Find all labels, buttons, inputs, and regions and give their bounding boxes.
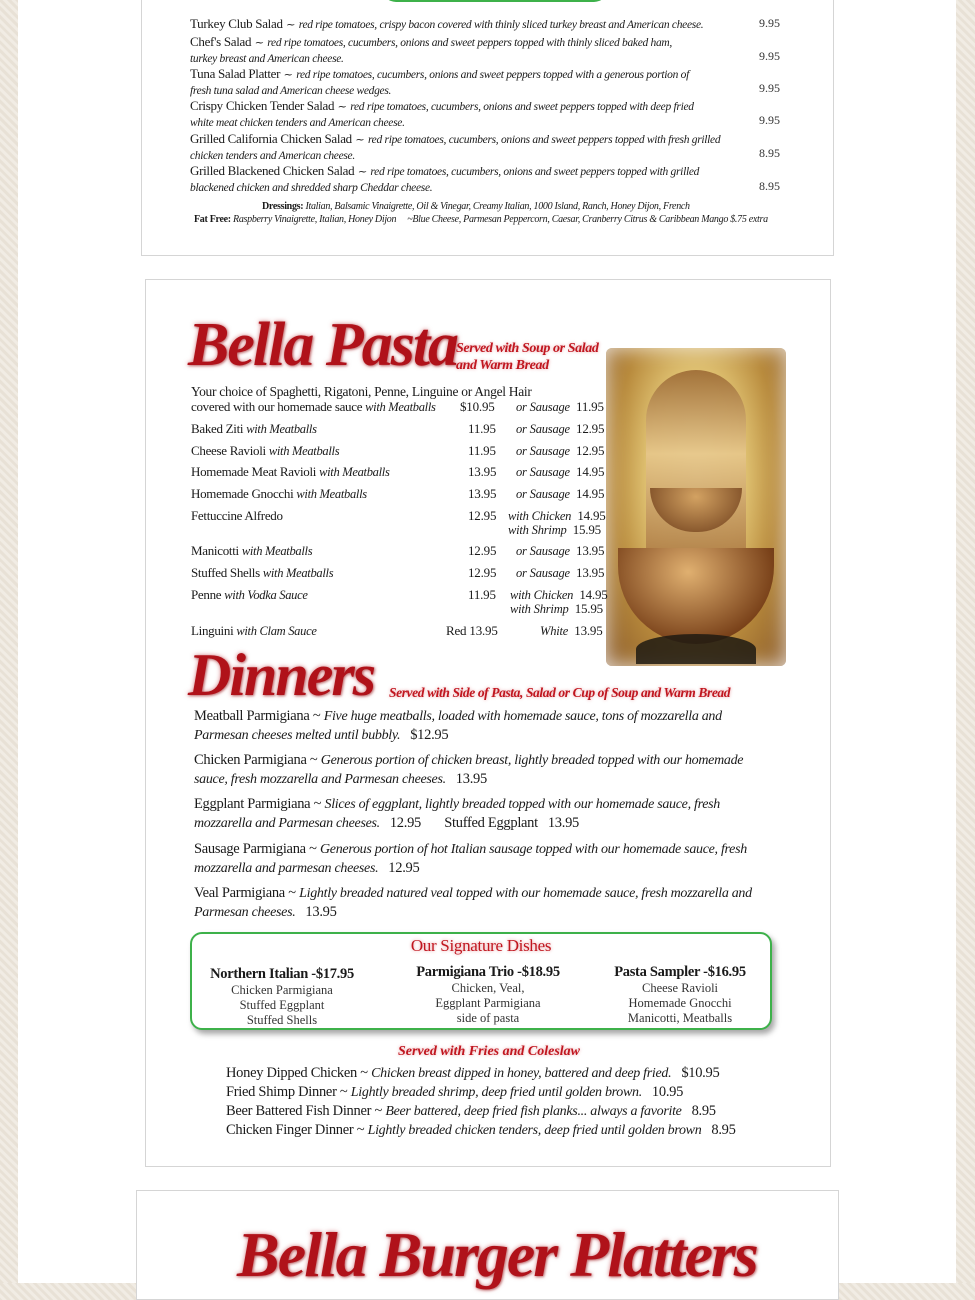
pasta-item	[191, 464, 390, 480]
dinner-price: 12.95	[388, 860, 420, 876]
dinner-item: Eggplant Parmigiana ~ Slices of eggplant, lightly breaded topped with our homemade sauce, fresh mozzarella and Parmesan cheeses. 12.95 Stuffed Eggplant 13.95	[194, 796, 720, 831]
pasta-alt-price: 14.95	[576, 464, 605, 479]
pasta-alt	[516, 486, 604, 502]
pasta-subtitle-line2: and Warm Bread	[456, 358, 549, 373]
pasta-alt-price: 13.95	[576, 543, 605, 558]
salad-desc-cont: fresh tuna salad and American cheese wedges.	[190, 85, 392, 97]
pasta-item	[191, 486, 367, 502]
dinner-desc: Generous portion of chicken breast, lightly breaded topped with our homemade	[320, 753, 744, 768]
pasta-alt-label: or Sausage	[516, 465, 570, 479]
salad-name: Grilled California Chicken Salad	[190, 131, 352, 146]
fried-item: Honey Dipped Chicken ~ Chicken breast dipped in honey, battered and deep fried. $10.95	[226, 1065, 720, 1081]
salad-desc: red ripe tomatoes, cucumbers, onions and sweet peppers topped with grilled	[370, 166, 700, 178]
fatfree-list: Raspberry Vinaigrette, Italian, Honey Dijon	[233, 214, 397, 225]
stuffed-eggplant: Stuffed Eggplant	[444, 815, 538, 831]
salad-name: Turkey Club Salad	[190, 16, 283, 31]
dinners-subtitle: Served with Side of Pasta, Salad or Cup of Soup and Warm Bread	[389, 685, 731, 700]
pasta-with: with Meatballs	[365, 400, 436, 414]
pasta-price: 12.95	[468, 565, 497, 580]
pasta-alt-label: or Sausage	[516, 444, 570, 458]
signature-dish-line: Manicotti, Meatballs	[627, 1011, 733, 1025]
salad-item: Tuna Salad Platter ~ red ripe tomatoes, cucumbers, onions and sweet peppers topped with a generous portion of fresh tuna salad and American cheese wedges.	[190, 66, 689, 97]
pasta-name: covered with our homemade sauce	[191, 399, 363, 414]
pasta-alt-price: 13.95	[574, 623, 603, 638]
salad-name: Chef's Salad	[190, 34, 252, 49]
salad-price: 9.95	[759, 113, 780, 127]
fried-price: 8.95	[711, 1122, 736, 1138]
fried-price: 8.95	[691, 1103, 716, 1119]
pasta-alt	[516, 464, 604, 480]
dinner-item: Meatball Parmigiana ~ Five huge meatballs, loaded with homemade sauce, tons of mozzarella and Parmesan cheeses melted until bubbly. $12.95	[194, 708, 722, 743]
salad-desc-cont: blackened chicken and shredded sharp Cheddar cheese.	[190, 182, 433, 194]
signature-dish	[398, 964, 578, 1026]
dinner-price: 12.95	[389, 815, 421, 831]
signature-dish-line: Homemade Gnocchi	[628, 996, 732, 1010]
dinner-desc: Slices of eggplant, lightly breaded topped with our homemade sauce, fresh	[324, 797, 720, 812]
pasta-alt-label: or Sausage	[516, 400, 570, 414]
pasta-with: with Meatballs	[319, 465, 390, 479]
salad-desc-cont: turkey breast and American cheese.	[190, 53, 344, 65]
pasta-item	[191, 587, 308, 603]
pasta-with: with Meatballs	[241, 544, 313, 558]
pasta-price: 11.95	[468, 443, 496, 458]
pasta-alt	[516, 443, 604, 459]
fatfree-label: Fat Free:	[194, 214, 231, 225]
salad-desc: red ripe tomatoes, cucumbers, onions and sweet peppers topped with deep fried	[350, 101, 694, 113]
dinner-desc: Five huge meatballs, loaded with homemade sauce, tons of mozzarella and	[323, 709, 722, 724]
pasta-alt-price: 12.95	[576, 421, 605, 436]
fried-desc: Lightly breaded chicken tenders, deep fried until golden brown	[367, 1123, 702, 1138]
pasta-alt2	[510, 601, 603, 617]
stuffed-eggplant-price: 13.95	[547, 815, 579, 831]
dinner-desc-cont: sauce, fresh mozzarella and Parmesan cheeses.	[194, 772, 446, 787]
pasta-alt-price: 14.95	[579, 587, 608, 602]
salad-desc: red ripe tomatoes, cucumbers, onions and sweet peppers topped with thinly sliced baked ham,	[267, 37, 673, 49]
signature-dish-line: Stuffed Eggplant	[239, 998, 325, 1012]
dinner-desc: Generous portion of hot Italian sausage topped with our homemade sauce, fresh	[319, 842, 747, 857]
fried-item: Chicken Finger Dinner ~ Lightly breaded chicken tenders, deep fried until golden brown 8.95	[226, 1122, 736, 1138]
pasta-alt-price: 14.95	[576, 486, 605, 501]
dinner-item: Veal Parmigiana ~ Lightly breaded natured veal topped with our homemade sauce, fresh mozzarella and Parmesan cheeses. 13.95	[194, 885, 752, 920]
dressings-line	[262, 201, 834, 212]
pasta-price: $10.95	[460, 399, 495, 414]
fried-name: Chicken Finger Dinner	[226, 1122, 354, 1138]
signature-dish-name: Parmigiana Trio -$18.95	[416, 964, 560, 980]
pasta-item	[191, 399, 436, 415]
salad-price: 9.95	[759, 16, 780, 30]
pasta-alt-label: White	[540, 624, 569, 638]
fountain-photo	[606, 348, 786, 666]
pasta-alt-label: with Chicken	[508, 509, 572, 523]
pasta-alt2	[508, 522, 601, 538]
dinner-desc: Lightly breaded natured veal topped with our homemade sauce, fresh mozzarella and	[299, 886, 752, 901]
pasta-with: with Clam Sauce	[236, 624, 317, 638]
dinner-desc-cont: mozzarella and parmesan cheeses.	[194, 861, 379, 876]
dinners-title: Dinners	[188, 642, 375, 708]
pasta-alt2-price: 15.95	[572, 522, 601, 537]
fried-desc: Lightly breaded shrimp, deep fried until golden brown.	[350, 1085, 642, 1100]
pasta-alt-label: with Chicken	[510, 588, 574, 602]
signature-dish-line: Chicken, Veal,	[451, 981, 525, 995]
fried-desc: Chicken breast dipped in honey, battered and deep fried.	[371, 1066, 672, 1081]
fried-name: Honey Dipped Chicken	[226, 1065, 357, 1081]
dinner-name: Chicken Parmigiana	[194, 752, 307, 768]
salad-name: Crispy Chicken Tender Salad	[190, 98, 335, 113]
pasta-name: Homemade Meat Ravioli	[191, 464, 317, 479]
pasta-name: Penne	[191, 587, 222, 602]
signature-dish-line: Eggplant Parmigiana	[435, 996, 541, 1010]
signature-dish-line: Chicken Parmigiana	[231, 983, 333, 997]
dinner-price: $12.95	[410, 727, 449, 743]
dinner-name: Sausage Parmigiana	[194, 841, 306, 857]
pasta-alt-label: or Sausage	[516, 487, 570, 501]
fountain-leaves	[636, 634, 756, 664]
fountain-lower-bowl	[618, 548, 774, 644]
extra-dressings: ~Blue Cheese, Parmesan Peppercorn, Caesar, Cranberry Citrus & Caribbean Mango $.75 extra	[407, 214, 768, 225]
pasta-alt-price: 12.95	[576, 443, 605, 458]
signature-dish-line: Cheese Ravioli	[641, 981, 719, 995]
signature-dish-line: Stuffed Shells	[246, 1013, 318, 1027]
dinner-item: Chicken Parmigiana ~ Generous portion of chicken breast, lightly breaded topped with our homemade sauce, fresh mozzarella and Parmesan cheeses. 13.95	[194, 752, 744, 787]
dinner-price: 13.95	[305, 904, 337, 920]
pasta-alt2-label: with Shrimp	[508, 523, 567, 537]
pasta-price: 13.95	[468, 486, 497, 501]
dinner-name: Meatball Parmigiana	[194, 708, 310, 724]
pasta-price: 12.95	[468, 543, 497, 558]
dinner-name: Veal Parmigiana	[194, 885, 285, 901]
fried-item: Beer Battered Fish Dinner ~ Beer battered, deep fried fish planks... always a favorite 8.95	[226, 1103, 716, 1119]
pasta-item	[191, 421, 317, 437]
pasta-with: with Vodka Sauce	[224, 588, 308, 602]
pasta-alt-label: or Sausage	[516, 422, 570, 436]
dinner-item: Sausage Parmigiana ~ Generous portion of hot Italian sausage topped with our homemade sauce, fresh mozzarella and parmesan cheeses. 12.95	[194, 841, 747, 876]
pasta-name: Baked Ziti	[191, 421, 244, 436]
pasta-alt2-price: 15.95	[574, 601, 603, 616]
burger-menu-panel	[136, 1190, 839, 1300]
pasta-name: Fettuccine Alfredo	[191, 508, 283, 523]
fried-price: $10.95	[681, 1065, 720, 1081]
fried-name: Beer Battered Fish Dinner	[226, 1103, 372, 1119]
salad-desc: red ripe tomatoes, cucumbers, onions and sweet peppers topped with a generous portion of	[296, 69, 689, 81]
pasta-with: with Meatballs	[246, 422, 317, 436]
fried-name: Fried Shimp Dinner	[226, 1084, 337, 1100]
salad-item: Grilled California Chicken Salad ~ red ripe tomatoes, cucumbers, onions and sweet peppers topped with fresh grilled chicken tenders and American cheese.	[190, 131, 721, 162]
salad-item: Grilled Blackened Chicken Salad ~ red ripe tomatoes, cucumbers, onions and sweet peppers topped with grilled blackened chicken and shredded sharp Cheddar cheese.	[190, 163, 700, 194]
pasta-price: 12.95	[468, 508, 497, 523]
pasta-item	[191, 623, 317, 639]
pasta-with: with Meatballs	[268, 444, 340, 458]
salads-menu-panel	[141, 0, 834, 256]
dinner-price: 13.95	[455, 771, 487, 787]
pasta-item	[191, 443, 339, 459]
signature-dish	[590, 964, 770, 1026]
salad-price: 8.95	[759, 146, 780, 160]
pasta-price: 13.95	[468, 464, 497, 479]
pasta-name: Stuffed Shells	[191, 565, 260, 580]
pasta-name: Manicotti	[191, 543, 239, 558]
signature-dishes-box	[190, 932, 772, 1030]
pasta-item	[191, 543, 312, 559]
dinner-desc-cont: mozzarella and Parmesan cheeses.	[194, 816, 380, 831]
pasta-price: 11.95	[468, 587, 496, 602]
salad-price: 9.95	[759, 81, 780, 95]
dressings-list: Italian, Balsamic Vinaigrette, Oil & Vinegar, Creamy Italian, 1000 Island, Ranch, Honey Dijon, French	[305, 201, 690, 212]
pasta-item	[191, 508, 283, 524]
salad-name: Tuna Salad Platter	[190, 66, 281, 81]
salad-item: Turkey Club Salad ~ red ripe tomatoes, crispy bacon covered with thinly sliced turkey breast and American cheese.	[190, 16, 704, 31]
dinner-desc-cont: Parmesan cheeses.	[194, 905, 296, 920]
salad-item: Chef's Salad ~ red ripe tomatoes, cucumbers, onions and sweet peppers topped with thinly sliced baked ham, turkey breast and American cheese.	[190, 34, 673, 65]
dressings-label: Dressings:	[262, 201, 304, 212]
fatfree-line	[194, 214, 794, 225]
pasta-alt	[540, 623, 603, 639]
pasta-alt	[516, 399, 604, 415]
salad-price: 8.95	[759, 179, 780, 193]
salad-desc-cont: white meat chicken tenders and American cheese.	[190, 117, 405, 129]
fried-item: Fried Shimp Dinner ~ Lightly breaded shrimp, deep fried until golden brown. 10.95	[226, 1084, 684, 1100]
salad-name: Grilled Blackened Chicken Salad	[190, 163, 355, 178]
salad-desc: red ripe tomatoes, crispy bacon covered with thinly sliced turkey breast and American cheese.	[298, 19, 704, 31]
pasta-alt-price: 13.95	[576, 565, 605, 580]
pasta-intro: Your choice of Spaghetti, Rigatoni, Penne, Linguine or Angel Hair	[191, 384, 532, 399]
pasta-alt-price: 11.95	[576, 399, 604, 414]
pasta-alt-price: 14.95	[577, 508, 606, 523]
dinner-name: Eggplant Parmigiana	[194, 796, 311, 812]
signature-dish-name: Northern Italian -$17.95	[210, 966, 354, 982]
dinner-desc-cont: Parmesan cheeses melted until bubbly.	[194, 728, 401, 743]
fried-price: 10.95	[651, 1084, 684, 1100]
green-border-arc	[382, 0, 608, 2]
pasta-price: 11.95	[468, 421, 496, 436]
pasta-item	[191, 565, 333, 581]
pasta-name: Linguini	[191, 623, 234, 638]
pasta-name: Cheese Ravioli	[191, 443, 266, 458]
fries-subtitle: Served with Fries and Coleslaw	[397, 1044, 581, 1059]
pasta-alt	[516, 543, 604, 559]
pasta-alt	[516, 421, 604, 437]
pasta-with: with Meatballs	[262, 566, 334, 580]
salad-price: 9.95	[759, 49, 780, 63]
pasta-price: Red 13.95	[446, 623, 498, 638]
signature-title: Our Signature Dishes	[410, 936, 552, 955]
salad-desc: red ripe tomatoes, cucumbers, onions and sweet peppers topped with fresh grilled	[367, 134, 721, 146]
bella-pasta-title: Bella Pasta	[188, 311, 458, 379]
signature-dish-line: side of pasta	[456, 1011, 520, 1025]
pasta-with: with Meatballs	[296, 487, 367, 501]
signature-dish	[192, 966, 372, 1028]
pasta-subtitle	[456, 340, 598, 374]
pasta-alt-label: or Sausage	[516, 566, 570, 580]
salad-desc-cont: chicken tenders and American cheese.	[190, 150, 355, 162]
pasta-subtitle-line1: Served with Soup or Salad	[456, 341, 599, 356]
pasta-alt2-label: with Shrimp	[510, 602, 569, 616]
salad-item: Crispy Chicken Tender Salad ~ red ripe tomatoes, cucumbers, onions and sweet peppers topped with deep fried white meat chicken tenders and American cheese.	[190, 98, 694, 129]
pasta-alt	[516, 565, 604, 581]
pasta-name: Homemade Gnocchi	[191, 486, 294, 501]
fried-desc: Beer battered, deep fried fish planks... always a favorite	[385, 1104, 682, 1119]
pasta-dinners-panel	[145, 279, 831, 1167]
bella-burger-title: Bella Burger Platters	[237, 1219, 757, 1290]
pasta-alt-label: or Sausage	[516, 544, 570, 558]
signature-dish-name: Pasta Sampler -$16.95	[614, 964, 746, 980]
